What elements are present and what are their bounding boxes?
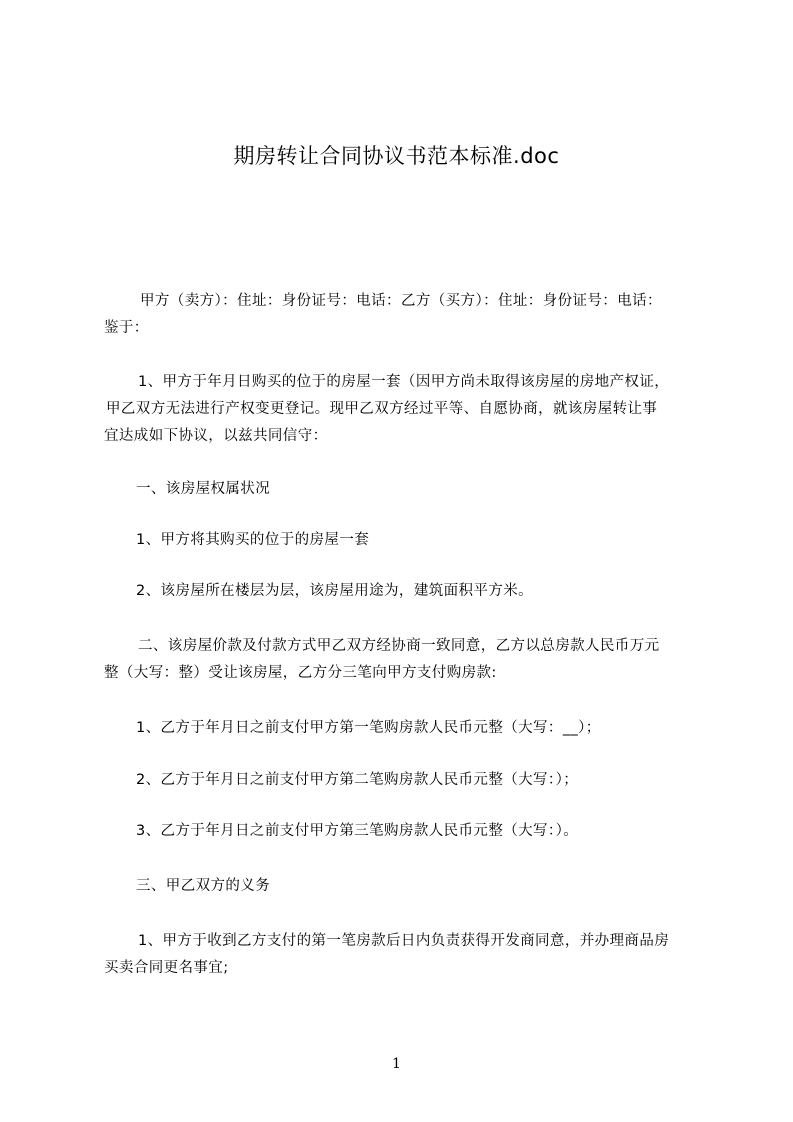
paragraph-line: 鉴于：: [104, 320, 149, 336]
section-heading: 一、该房屋权属状况: [136, 481, 271, 497]
paragraph-line: 甲方（卖方）：住址：身份证号：电话：乙方（买方）：住址：身份证号：电话：: [140, 293, 662, 309]
document-title: 期房转让合同协议书范本标准.doc: [233, 144, 560, 168]
paragraph-line: 宜达成如下协议，以兹共同信守：: [104, 428, 328, 444]
clause-text: 3、乙方于年月日之前支付甲方第三笔购房款人民币元整（大写：）。: [136, 823, 579, 839]
clause-text: 1、乙方于年月日之前支付甲方第一笔购房款人民币元整（大写：__）；: [136, 720, 601, 736]
clause-text: 1、甲方将其购买的位于的房屋一套: [136, 532, 370, 548]
paragraph-line: 1、甲方于年月日购买的位于的房屋一套（因甲方尚未取得该房屋的房地产权证，: [138, 374, 670, 390]
paragraph-line: 整（大写：整）受让该房屋，乙方分三笔向甲方支付购房款:: [104, 665, 497, 681]
page-number: 1: [392, 1056, 401, 1072]
paragraph-line: 1、甲方于收到乙方支付的第一笔房款后日内负责获得开发商同意，并办理商品房: [138, 933, 670, 949]
clause-text: 2、乙方于年月日之前支付甲方第二笔购房款人民币元整（大写：）；: [136, 772, 579, 788]
paragraph-line: 甲乙双方无法进行产权变更登记。现甲乙双方经过平等、自愿协商，就该房屋转让事: [106, 401, 658, 417]
paragraph-line: 二、该房屋价款及付款方式甲乙双方经协商一致同意，乙方以总房款人民币万元: [138, 638, 660, 654]
paragraph-line: 买卖合同更名事宜;: [104, 960, 229, 976]
section-heading: 三、甲乙双方的义务: [136, 878, 271, 894]
clause-text: 2、该房屋所在楼层为层，该房屋用途为，建筑面积平方米。: [136, 583, 534, 599]
